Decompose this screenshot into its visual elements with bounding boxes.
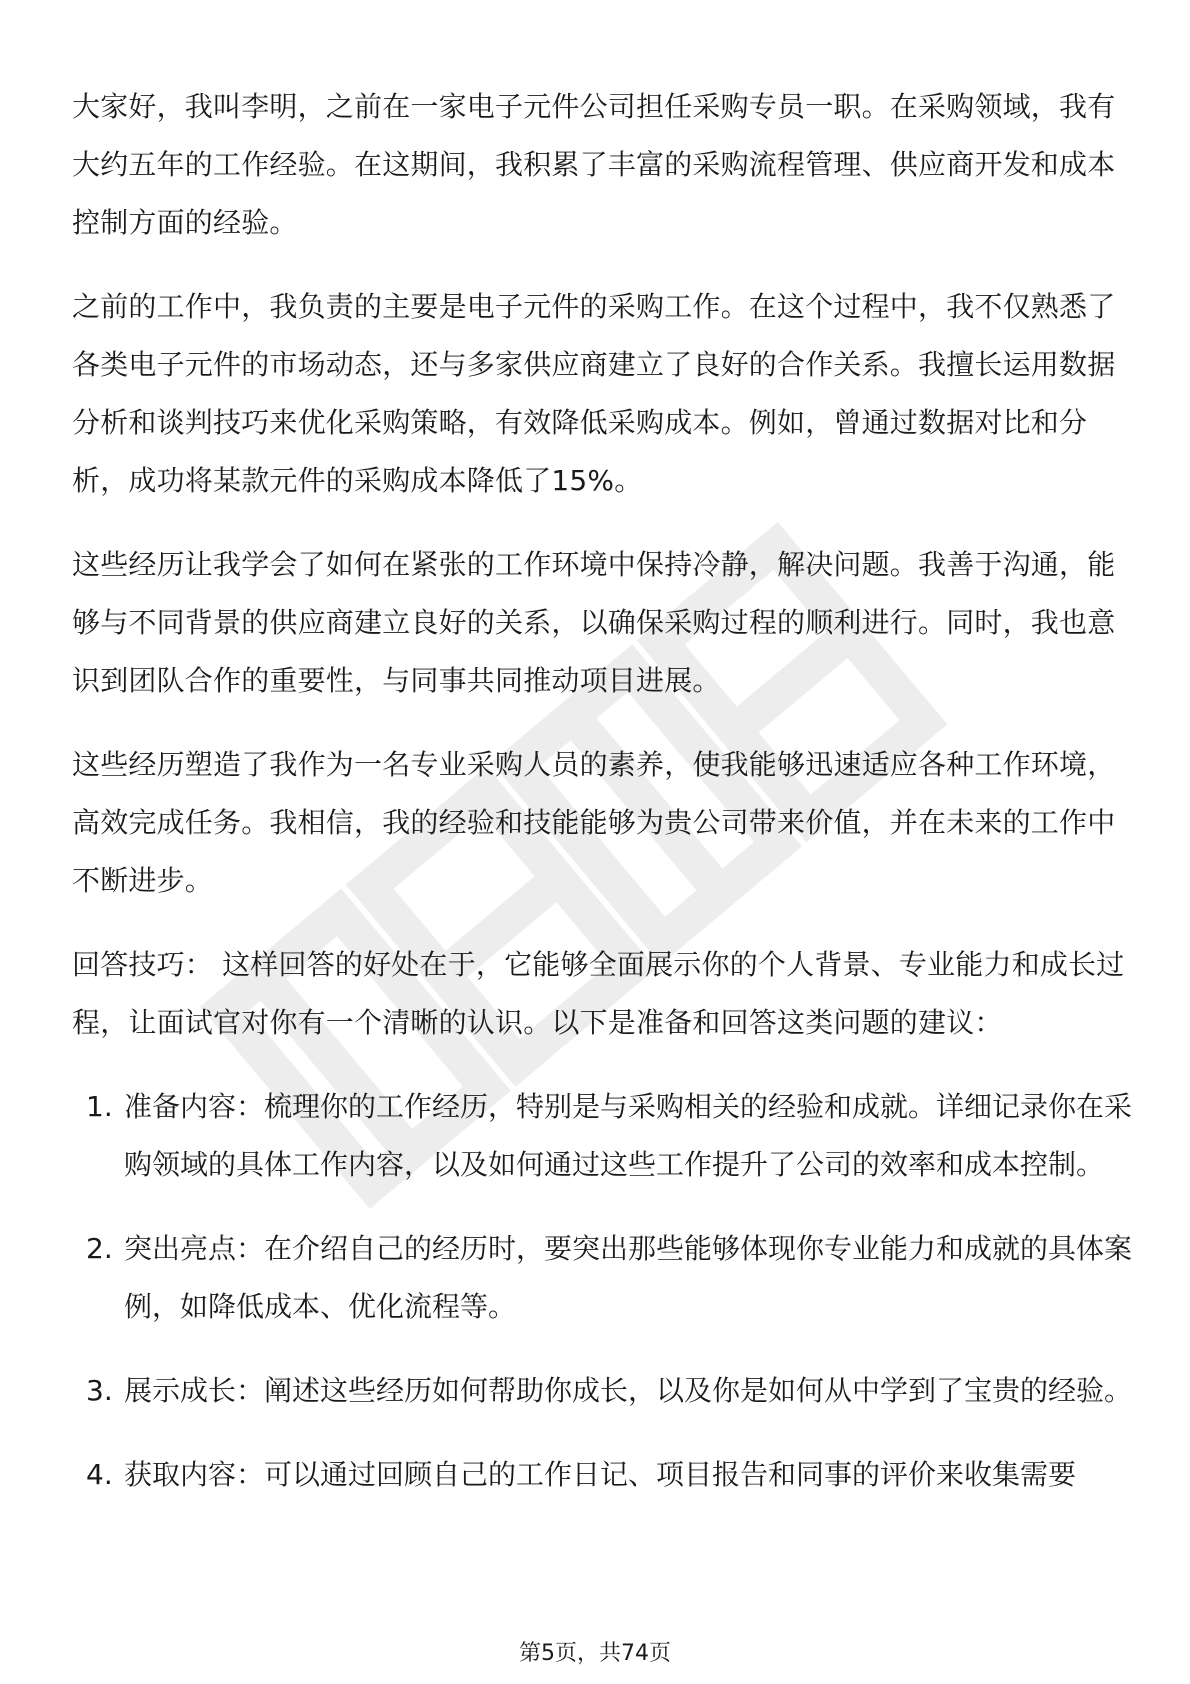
list-item bbox=[72, 1078, 1132, 1194]
page-content bbox=[72, 78, 1132, 1530]
list-item-number: 4. bbox=[86, 1458, 113, 1491]
summary-paragraph: 这些经历塑造了我作为一名专业采购人员的素养，使我能够迅速适应各种工作环境，高效完成任务。我相信，我的经验和技能能够为贵公司带来价值，并在未来的工作中不断进步。 bbox=[72, 748, 1116, 897]
intro-paragraph: 大家好，我叫李明，之前在一家电子元件公司担任采购专员一职。在采购领域，我有大约五年的工作经验。在这期间，我积累了丰富的采购流程管理、供应商开发和成本控制方面的经验。 bbox=[72, 90, 1116, 239]
list-item-number: 1. bbox=[86, 1090, 113, 1123]
list-item-number: 3. bbox=[86, 1374, 113, 1407]
skills-paragraph: 这些经历让我学会了如何在紧张的工作环境中保持冷静，解决问题。我善于沟通，能够与不同背景的供应商建立良好的关系，以确保采购过程的顺利进行。同时，我也意识到团队合作的重要性，与同事共同推动项目进展。 bbox=[72, 548, 1116, 697]
tips-list bbox=[72, 1078, 1132, 1504]
list-item-text: 突出亮点：在介绍自己的经历时，要突出那些能够体现你专业能力和成就的具体案例，如降低成本、优化流程等。 bbox=[124, 1232, 1133, 1323]
list-item-text: 展示成长：阐述这些经历如何帮助你成长，以及你是如何从中学到了宝贵的经验。 bbox=[124, 1374, 1133, 1407]
list-item bbox=[72, 1362, 1132, 1420]
list-item bbox=[72, 1446, 1132, 1504]
list-item-number: 2. bbox=[86, 1232, 113, 1265]
page-number-footer: 第5页，共74页 bbox=[519, 1641, 671, 1666]
list-item bbox=[72, 1220, 1132, 1336]
list-item-text: 准备内容：梳理你的工作经历，特别是与采购相关的经验和成就。详细记录你在采购领域的具体工作内容，以及如何通过这些工作提升了公司的效率和成本控制。 bbox=[124, 1090, 1133, 1181]
tips-paragraph: 回答技巧： 这样回答的好处在于，它能够全面展示你的个人背景、专业能力和成长过程，让面试官对你有一个清晰的认识。以下是准备和回答这类问题的建议： bbox=[72, 948, 1125, 1039]
list-item-text: 获取内容：可以通过回顾自己的工作日记、项目报告和同事的评价来收集需要 bbox=[124, 1458, 1077, 1491]
experience-paragraph: 之前的工作中，我负责的主要是电子元件的采购工作。在这个过程中，我不仅熟悉了各类电子元件的市场动态，还与多家供应商建立了良好的合作关系。我擅长运用数据分析和谈判技巧来优化采购策略，有效降低采购成本。例如，曾通过数据对比和分析，成功将某款元件的采购成本降低了15%。 bbox=[72, 290, 1116, 497]
